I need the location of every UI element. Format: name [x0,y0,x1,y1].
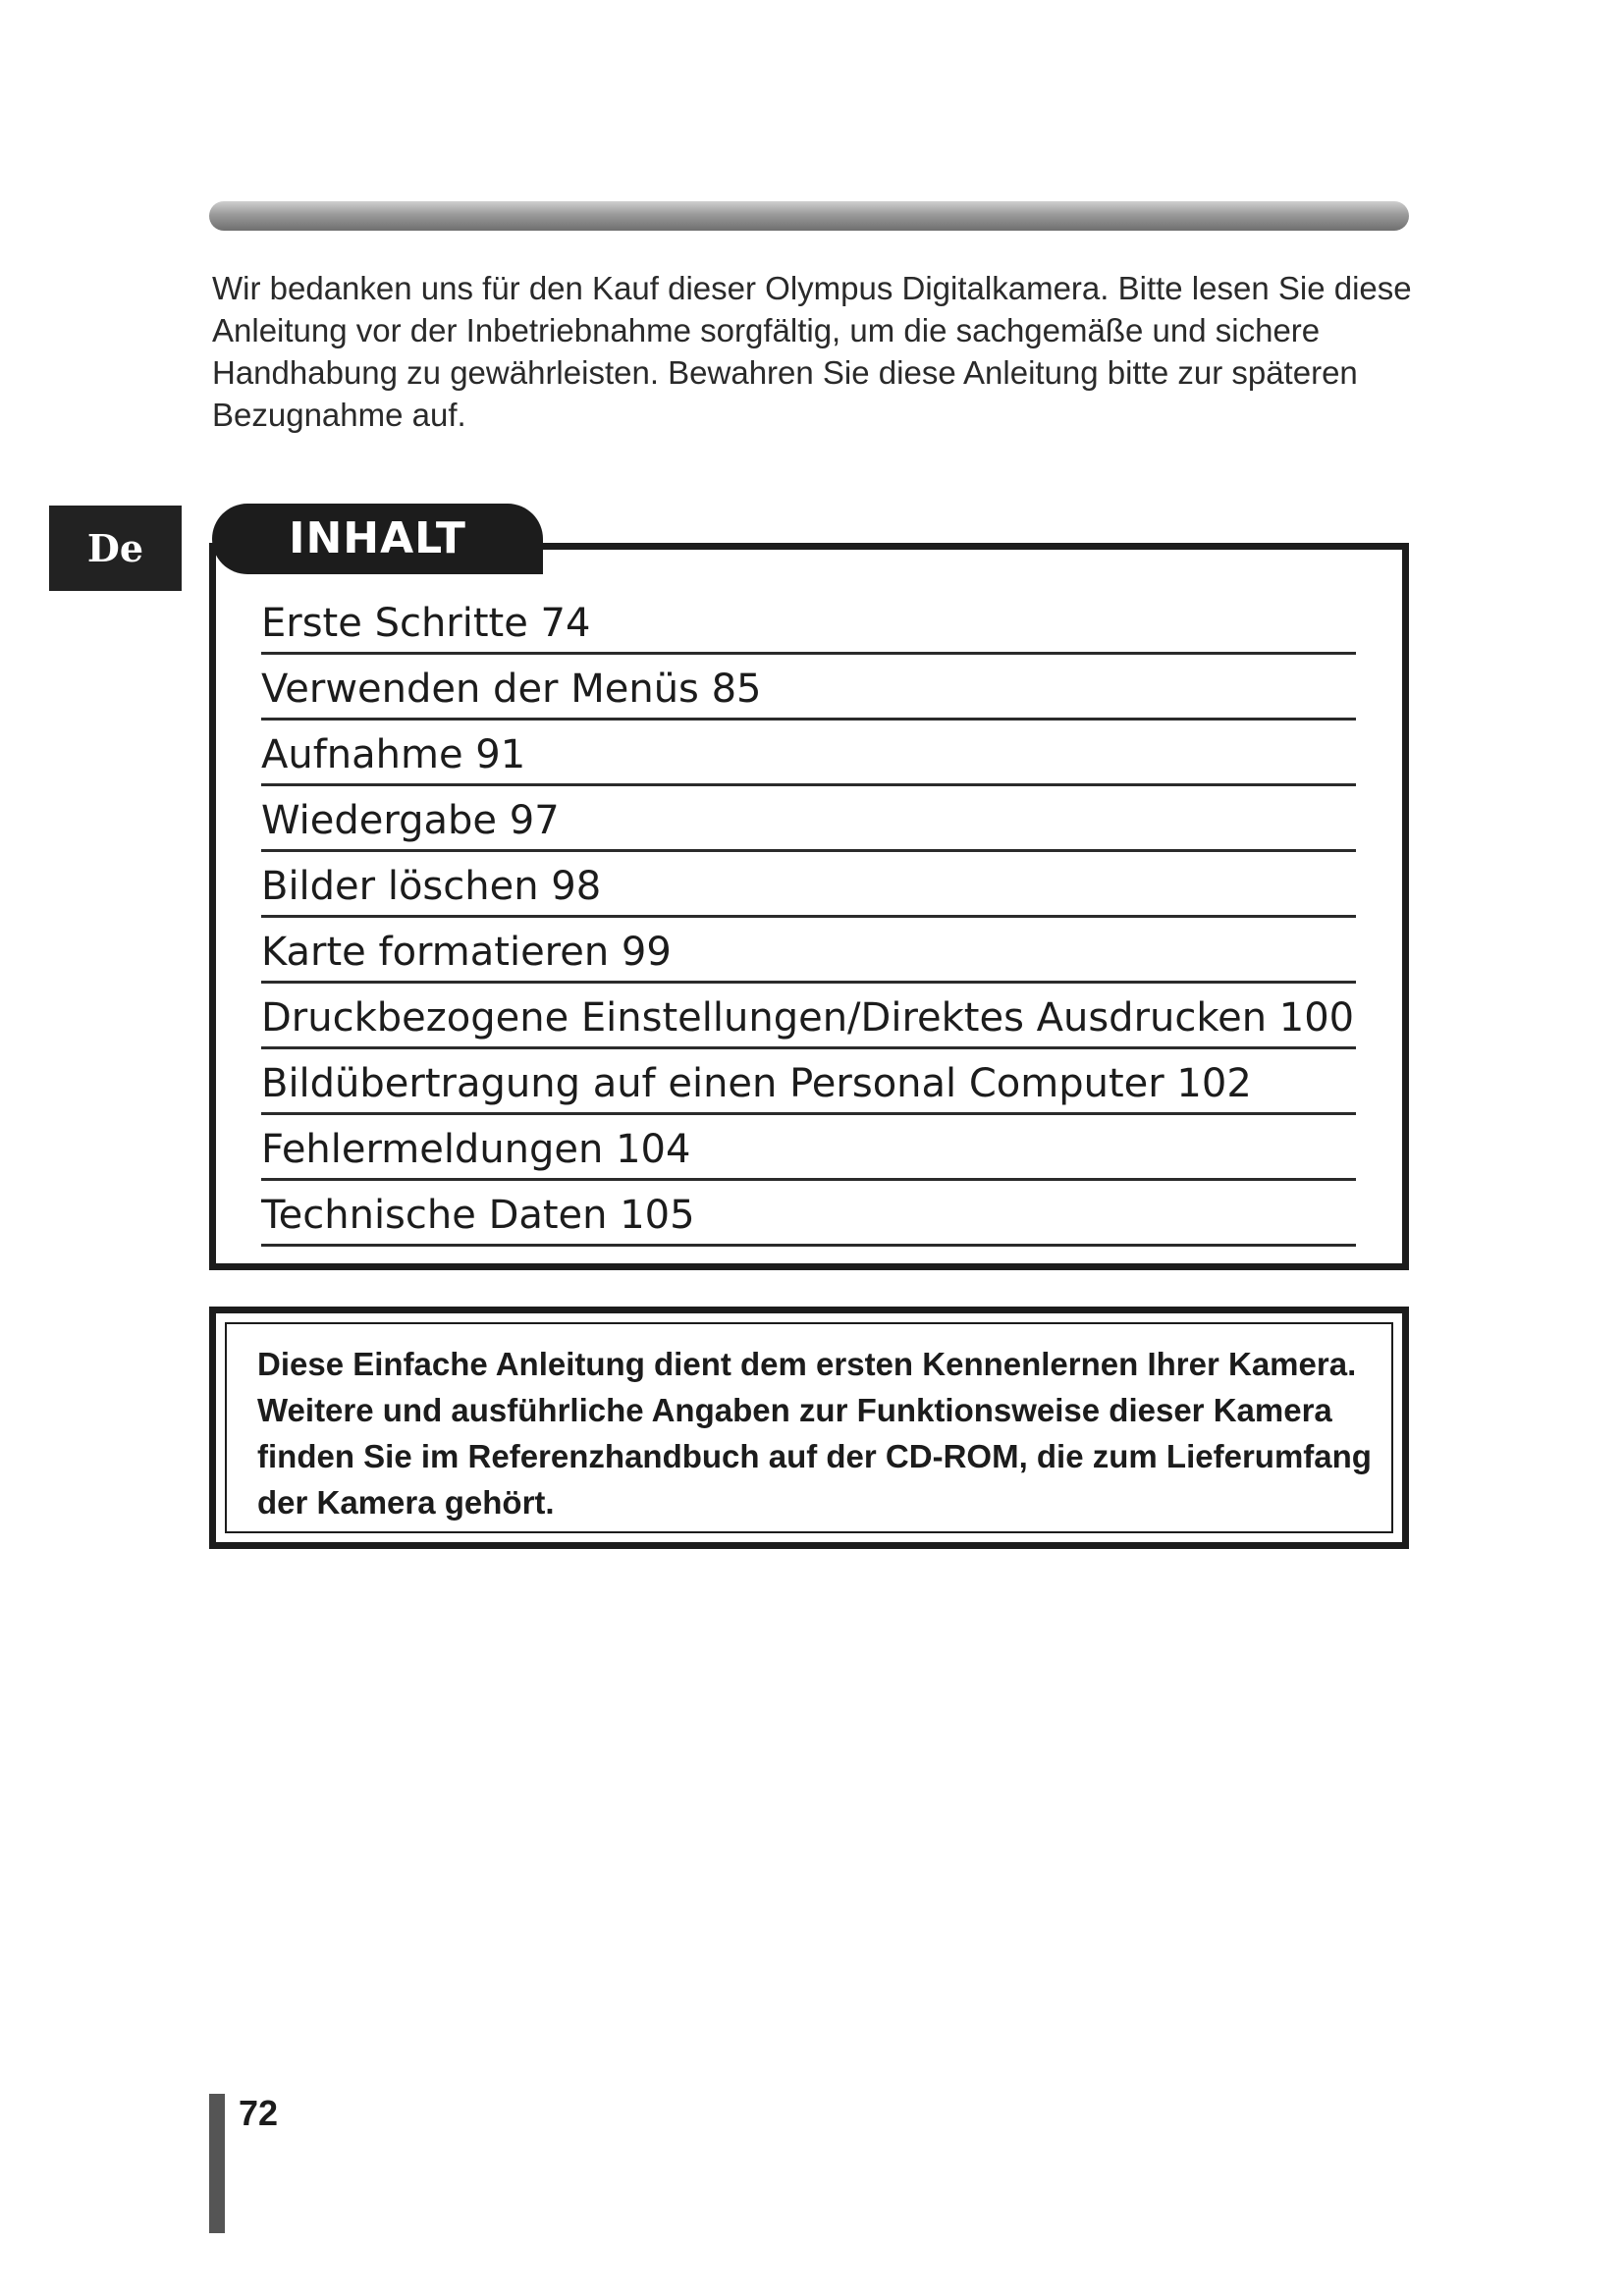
toc-item[interactable]: Erste Schritte 74 [261,589,1356,655]
toc-item[interactable]: Bildübertragung auf einen Personal Computer 102 [261,1049,1356,1115]
toc-title: INHALT [289,513,466,563]
toc-item[interactable]: Fehlermeldungen 104 [261,1115,1356,1181]
toc-list [261,589,1356,1247]
toc-item[interactable]: Bilder löschen 98 [261,852,1356,918]
toc-item[interactable]: Karte formatieren 99 [261,918,1356,984]
page-number: 72 [239,2093,279,2133]
note-text: Diese Einfache Anleitung dient dem ersten Kennenlernen Ihrer Kamera. Weitere und ausführliche Angaben zur Funktionsweise dieser Kamera finden Sie im Referenzhandbuch auf der CD-ROM, die zum Lieferumfang der Kamera gehört. [257,1346,1372,1521]
toc-item[interactable]: Verwenden der Menüs 85 [261,655,1356,721]
toc-item[interactable]: Technische Daten 105 [261,1181,1356,1247]
note-box [209,1307,1409,1549]
toc-item[interactable]: Druckbezogene Einstellungen/Direktes Ausdrucken 100 [261,984,1356,1049]
toc-title-tab [212,504,543,574]
toc-item[interactable]: Wiedergabe 97 [261,786,1356,852]
header-rule [209,201,1409,231]
toc-item[interactable]: Aufnahme 91 [261,721,1356,786]
page-marker-bar [209,2094,225,2233]
language-tab: De [49,506,182,591]
intro-paragraph: Wir bedanken uns für den Kauf dieser Olympus Digitalkamera. Bitte lesen Sie diese Anleitung vor der Inbetriebnahme sorgfältig, um die sachgemäße und sichere Handhabung zu gewährleisten. Bewahren Sie diese Anleitung bitte zur späteren Bezugnahme auf. [212,270,1412,433]
